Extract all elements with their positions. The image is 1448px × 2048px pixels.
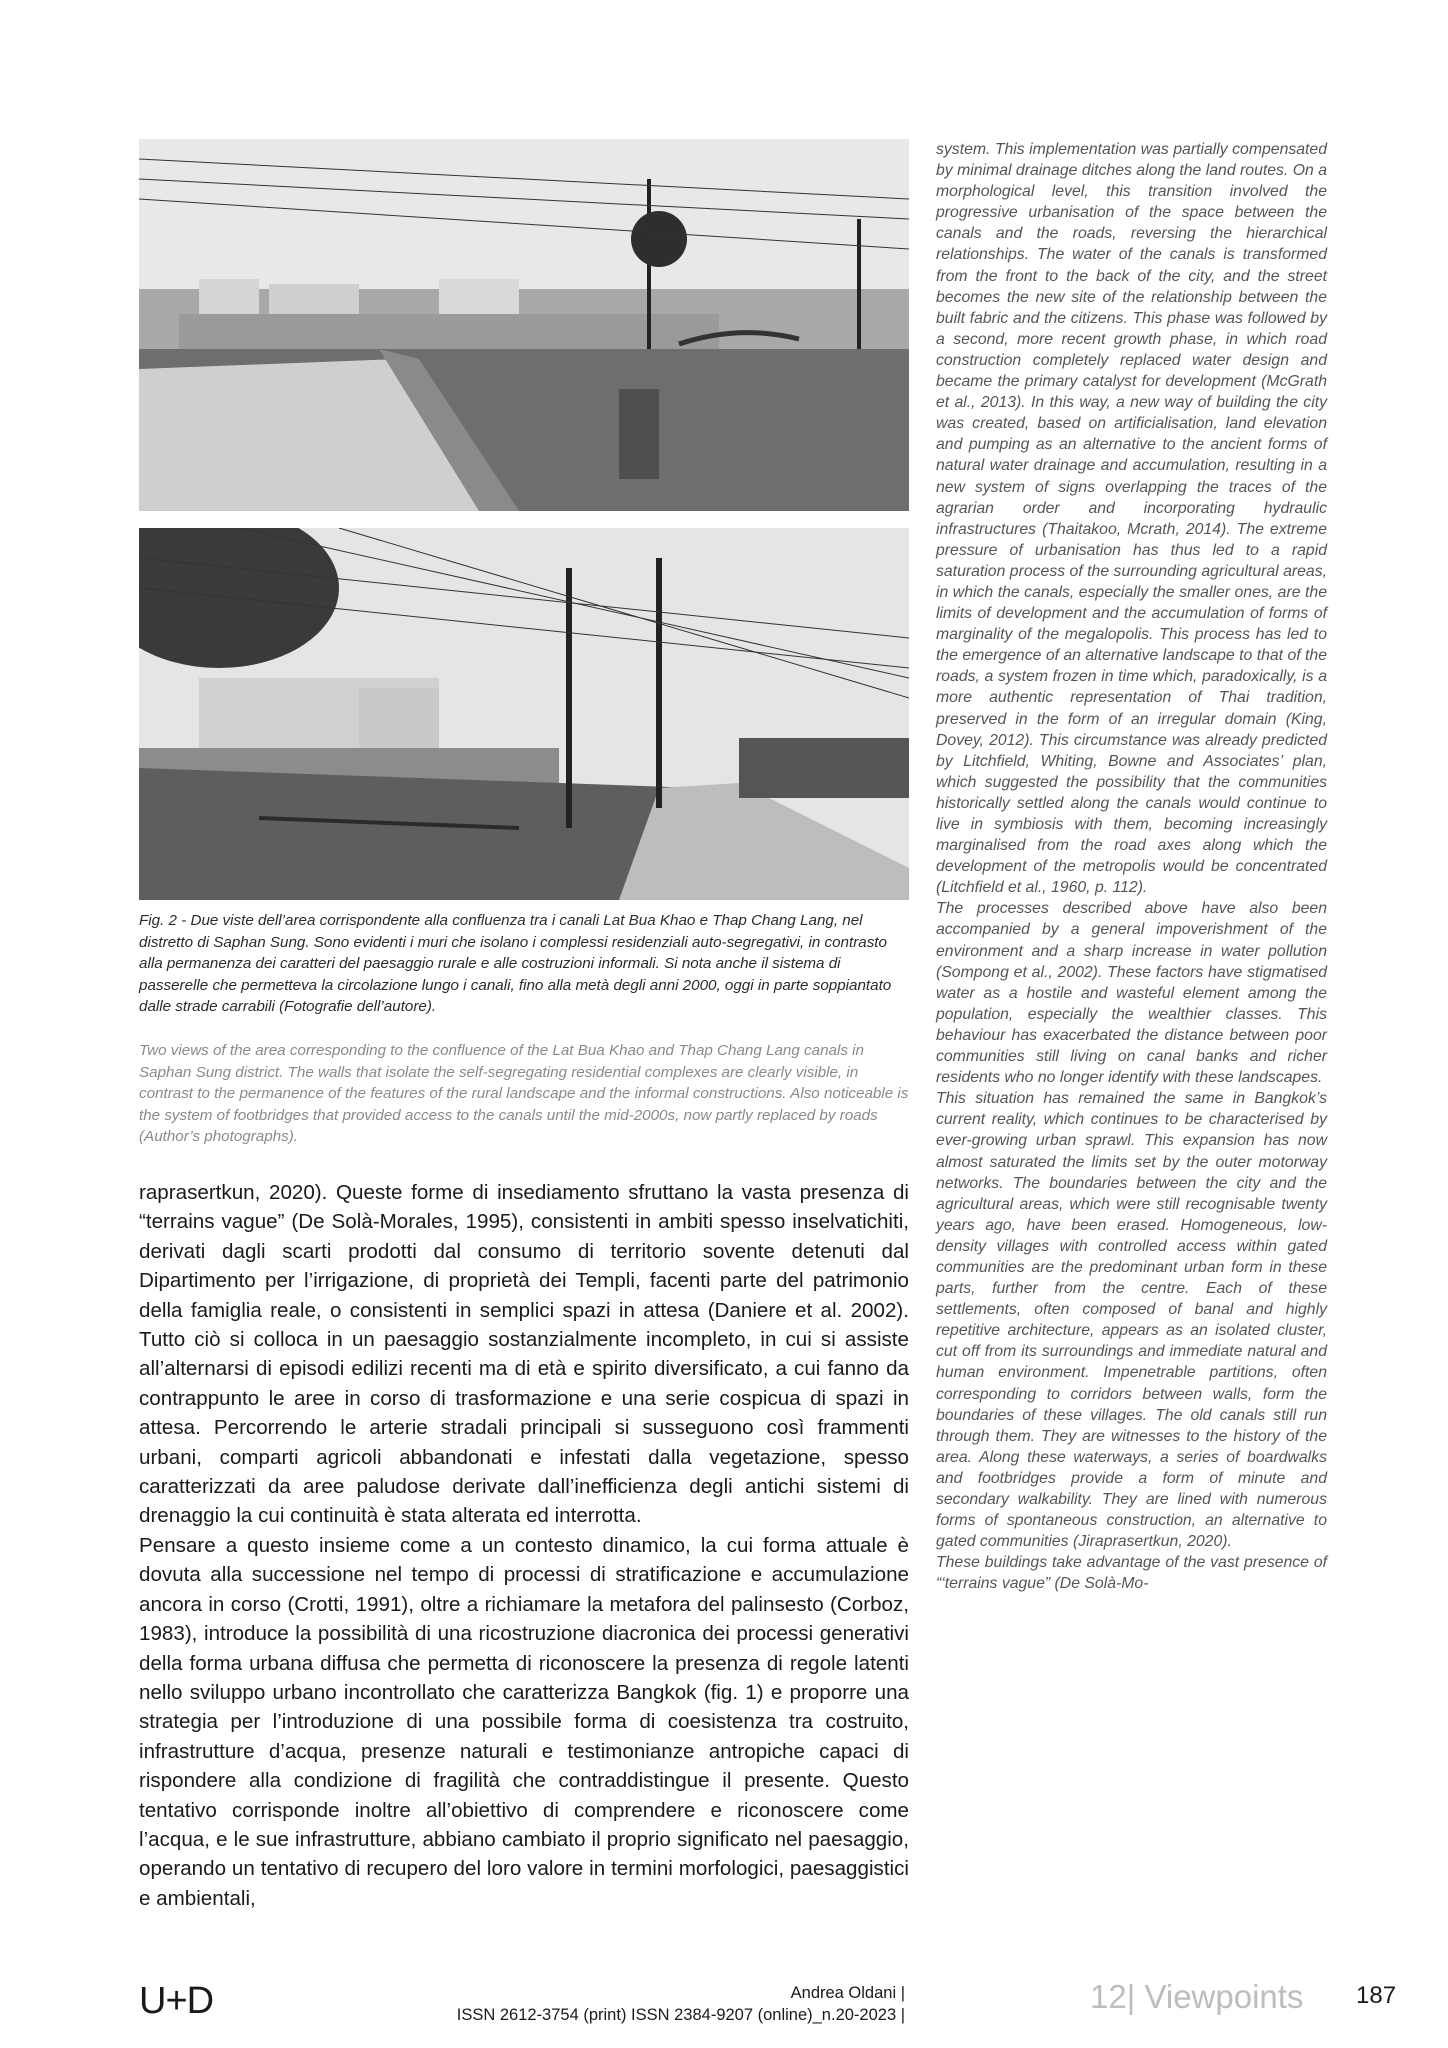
right-paragraph-2: The processes described above have also been accompanied by a general impoverishment of the environment and a sharp increase in water pollution (Sompong et al., 2002). These factors have stigmatised water as a hostile and wasteful element among the population, especially the wealthier classes. This behaviour has exacerbated the distance between poor communities still living on canal banks and richer residents who no longer identify with these landscapes.: [936, 900, 1327, 1087]
footer-section-title: 12| Viewpoints: [1090, 1978, 1304, 2015]
figure-photo-canal-footbridge: [139, 139, 909, 511]
footer-issn: ISSN 2612-3754 (print) ISSN 2384-9207 (online)_n.20-2023 |: [456, 2006, 905, 2024]
english-translation-column: [936, 139, 1327, 1594]
figure-caption-english: Two views of the area corresponding to the confluence of the Lat Bua Khao and Thap Chang Lang canals in Saphan Sung district. The walls that isolate the self-segregating residential complexes are clearly visible, in contrast to the permanence of the features of the rural landscape and the informal constructions. Also noticeable is the system of footbridges that provided access to the canals until the mid-2000s, now partly replaced by roads (Author’s photographs).: [139, 1042, 909, 1145]
journal-logo: U+D: [139, 1980, 214, 2022]
right-paragraph-3: This situation has remained the same in Bangkok’s current reality, which continues to be characterised by ever-growing urban sprawl. This expansion has now almost saturated the limits set by the outer motorway networks. The boundaries between the city and the agricultural areas, which were still recognisable twenty years ago, have been erased. Homogeneous, low-density villages with controlled access within gated communities are the predominant urban form in these parts, further from the centre. Each of these settlements, often composed of banal and highly repetitive architecture, appears as an isolated cluster, cut off from its surroundings and immediate natural and human environment. Impenetrable partitions, often corresponding to corridors between walls, form the boundaries of these villages. The old canals still run through them. They are witnesses to the history of the area. Along these waterways, a series of boardwalks and footbridges provide a form of minute and secondary walkability. They are lined with numerous forms of spontaneous construction, an alternative to gated communities (Jiraprasertkun, 2020).: [936, 1090, 1327, 1551]
figure-photo-canal-road: [139, 528, 909, 900]
main-body-text: [139, 1178, 909, 1913]
figure-caption-italian: Fig. 2 - Due viste dell’area corrispondente alla confluenza tra i canali Lat Bua Khao e Thap Chang Lang, nel distretto di Saphan Sung. Sono evidenti i muri che isolano i complessi residenziali auto-segregativi, in contrasto alla permanenza dei caratteri del paesaggio rurale e alle costruzioni informali. Si nota anche il sistema di passerelle che permetteva la circolazione lungo i canali, fino alla metà degli anni 2000, oggi in parte soppiantato dalle strade carrabili (Fotografie dell’autore).: [139, 912, 892, 1015]
photo-canal-road-image: [139, 528, 909, 900]
footer-author-issn: [380, 1982, 905, 2026]
page-number: 187: [1356, 1982, 1397, 2009]
photo-canal-footbridge-image: [139, 139, 909, 511]
right-paragraph-1: system. This implementation was partially compensated by minimal drainage ditches along the land routes. On a morphological level, this transition involved the progressive urbanisation of the space between the canals and the roads, reversing the hierarchical relationships. The water of the canals is transformed from the front to the back of the city, and the street becomes the new site of the relationship between the built fabric and the citizens. This phase was followed by a second, more recent growth phase, in which road construction completely replaced water design and became the primary catalyst for development (McGrath et al., 2013). In this way, a new way of building the city was created, based on artificialisation, land elevation and pumping as an alternative to the ancient forms of natural water drainage and accumulation, resulting in a new system of signs overlapping the traces of the agrarian order and incorporating hydraulic infrastructures (Thaitakoo, Mcrath, 2014). The extreme pressure of urbanisation has thus led to a rapid saturation process of the surrounding agricultural areas, in which the canals, especially the smaller ones, are the limits of development and the accumulation of forms of marginality of the megalopolis. This process has led to the emergence of an alternative landscape to that of the roads, a system frozen in time which, paradoxically, is a more authentic representation of Thai tradition, preserved in the form of an irregular domain (King, Dovey, 2012). This circumstance was already predicted by Litchfield, Whiting, Bowne and Associates’ plan, which suggested the possibility that the communities historically settled along the canals would continue to live in symbiosis with them, becoming increasingly marginalised from the road axes along which the development of the metropolis would be concentrated (Litchfield et al., 1960, p. 112).: [936, 141, 1327, 897]
footer-author: Andrea Oldani |: [790, 1984, 905, 2002]
right-paragraph-4: These buildings take advantage of the vast presence of “‘terrains vague” (De Solà-Mo-: [936, 1554, 1327, 1593]
main-paragraph-2: Pensare a questo insieme come a un contesto dinamico, la cui forma attuale è dovuta alla successione nel tempo di processi di stratificazione e accumulazione ancora in corso (Crotti, 1991), oltre a richiamare la metafora del palinsesto (Corboz, 1983), introduce la possibilità di una ricostruzione diacronica dei processi generativi della forma urbana diffusa che permetta di riconoscere la presenza di regole latenti nello sviluppo urbano incontrollato che caratterizza Bangkok (fig. 1) e proporre una strategia per l’introduzione di una possibile forma di coesistenza tra costruito, infrastrutture d’acqua, presenze naturali e testimonianze antropiche capaci di rispondere alla condizione di fragilità che contraddistingue il presente. Questo tentativo corrisponde inoltre all’obiettivo di comprendere e riconoscere come l’acqua, e le sue infrastrutture, abbiano cambiato il proprio significato nel paesaggio, operando un tentativo di recupero del loro valore in termini morfologici, paesaggistici e ambientali,: [139, 1533, 909, 1910]
main-paragraph-1: raprasertkun, 2020). Queste forme di insediamento sfruttano la vasta presenza di “terrains vague” (De Solà-Morales, 1995), consistenti in ambiti spesso inselvatichiti, derivati dagli scarti prodotti dal consumo di territorio sovente detenuti dal Dipartimento per l’irrigazione, di proprietà dei Templi, facenti parte del patrimonio della famiglia reale, o consistenti in semplici spazi in attesa (Daniere et al. 2002). Tutto ciò si colloca in un paesaggio sostanzialmente incompleto, in cui si assiste all’alternarsi di episodi edilizi recenti ma di età e spirito diversificato, a cui fanno da contrappunto le aree in corso di trasformazione e una serie cospicua di spazi in attesa. Percorrendo le arterie stradali principali si susseguono così frammenti urbani, comparti agricoli abbandonati e infestati dalla vegetazione, spesso caratterizzati da aree paludose derivate dall’inefficienza degli antichi sistemi di drenaggio la cui continuità è stata alterata ed interrotta.: [139, 1181, 909, 1528]
